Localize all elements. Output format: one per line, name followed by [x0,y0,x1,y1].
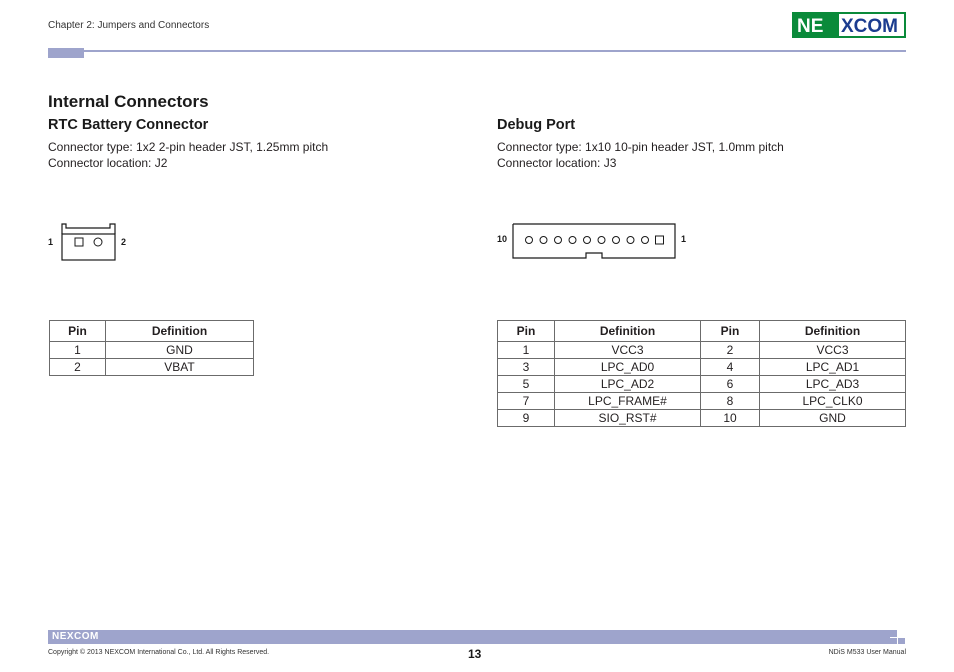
debug-pin-10 [526,237,533,244]
table-row [498,342,906,359]
chapter-title: Chapter 2: Jumpers and Connectors [48,20,210,31]
table-cell: VCC3 [555,342,701,359]
table-cell: GND [106,342,254,359]
rtc-location: Connector location: J2 [48,156,168,170]
debug-connector-diagram [510,222,678,262]
table-cell: 8 [701,393,760,410]
table-row [498,393,906,410]
rtc-connector-diagram [58,220,120,264]
rtc-pin-2 [94,238,102,246]
debug-header-definition-a: Definition [555,321,701,342]
debug-title: Debug Port [497,117,576,133]
rtc-pin-label-right: 2 [121,237,127,247]
debug-pin-4 [613,237,620,244]
table-cell: 7 [498,393,555,410]
debug-location: Connector location: J3 [497,156,617,170]
debug-pin-2 [642,237,649,244]
rtc-title: RTC Battery Connector [48,117,209,133]
footer-manual-name: NDiS M533 User Manual [828,649,906,656]
table-cell: 1 [498,342,555,359]
debug-pin-label-left: 10 [497,234,508,244]
table-cell: LPC_FRAME# [555,393,701,410]
debug-pin-group [526,236,664,244]
table-cell: VBAT [106,359,254,376]
debug-pin-7 [569,237,576,244]
footer-copyright: Copyright © 2013 NEXCOM International Co., Ltd. All Rights Reserved. [48,649,270,656]
footer-deco-square [890,630,897,637]
table-cell: LPC_AD0 [555,359,701,376]
debug-header-pin-a: Pin [498,321,555,342]
table-cell: 3 [498,359,555,376]
footer-logo: NEXCOM [52,631,99,642]
page-number: 13 [468,647,482,661]
table-cell: 4 [701,359,760,376]
debug-header-definition-b: Definition [760,321,906,342]
debug-pin-9 [540,237,547,244]
table-row [50,342,254,359]
debug-pin-label-right: 1 [681,234,687,244]
table-row [498,410,906,427]
rtc-pin-table [49,320,254,376]
debug-pin-8 [555,237,562,244]
table-cell: 5 [498,376,555,393]
table-cell: 1 [50,342,106,359]
debug-pin-5 [598,237,605,244]
table-cell: 10 [701,410,760,427]
debug-pin-1 [656,236,664,244]
table-cell: 2 [50,359,106,376]
debug-pin-6 [584,237,591,244]
debug-pin-3 [627,237,634,244]
svg-text:NE: NE [797,16,824,37]
svg-text:XCOM: XCOM [841,16,898,37]
table-cell: 2 [701,342,760,359]
rtc-header-definition: Definition [106,321,254,342]
rtc-pin-1 [75,238,83,246]
footer-deco-square [890,638,897,644]
table-cell: VCC3 [760,342,906,359]
table-cell: LPC_CLK0 [760,393,906,410]
table-row [498,376,906,393]
table-cell: LPC_AD1 [760,359,906,376]
table-cell: SIO_RST# [555,410,701,427]
rtc-type: Connector type: 1x2 2-pin header JST, 1.25mm pitch [48,140,329,154]
table-cell: 9 [498,410,555,427]
rtc-header-pin: Pin [50,321,106,342]
table-cell: LPC_AD2 [555,376,701,393]
table-row [50,359,254,376]
footer-bar [48,630,890,644]
table-cell: LPC_AD3 [760,376,906,393]
section-title: Internal Connectors [48,92,209,111]
rtc-pin-label-left: 1 [48,237,54,247]
header-divider [84,50,906,52]
debug-pin-table [497,320,906,427]
table-cell: GND [760,410,906,427]
table-cell: 6 [701,376,760,393]
nexcom-logo [792,12,906,38]
header-accent-block [48,48,84,58]
debug-header-pin-b: Pin [701,321,760,342]
debug-type: Connector type: 1x10 10-pin header JST, 1.0mm pitch [497,140,784,154]
table-row [498,359,906,376]
footer-deco-square [898,638,905,644]
